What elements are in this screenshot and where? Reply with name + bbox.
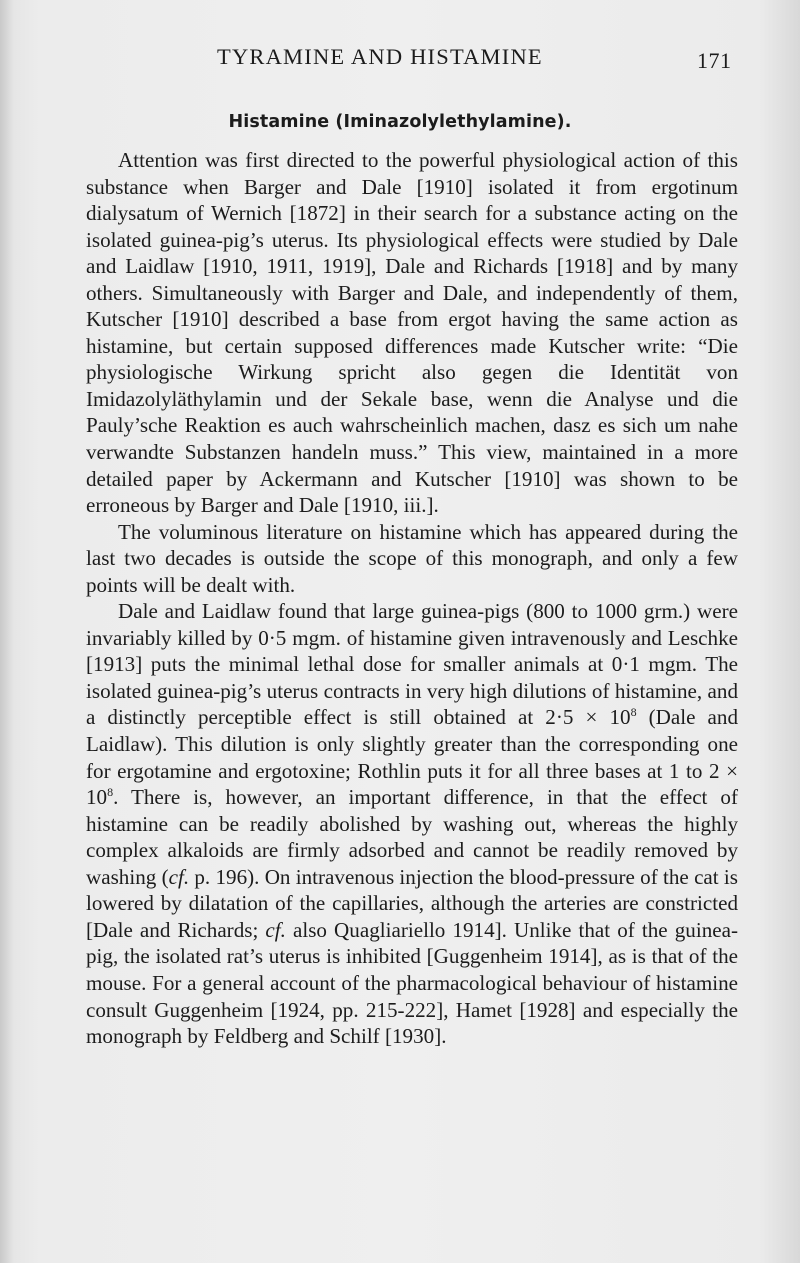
paragraph-1: Attention was first directed to the powerful physiological action of this substance when Barger and Dale [1910] isolated it from ergotinum dialysatum of Wernich [1872] in their search for a substance acting on the isolated guinea-pig’s uterus. Its physiological effects were studied by Dale and Laidlaw [1910, 1911, 1919], Dale and Richards [1918] and by many others. Simultaneously with Barger and Dale, and independently of them, Kutscher [1910] described a base from ergot having the same action as histamine, but certain supposed differences made Kutscher write: “Die physiologische Wirkung spricht also gegen die Identität von Imidazolyläthylamin und der Sekale base, wenn die Analyse und die Pauly’sche Reaktion es auch wahrscheinlich machen, dasz es sich um nahe verwandte Substanzen handeln muss.” This view, maintained in a more detailed paper by Ackermann and Kutscher [1910] was shown to be erroneous by Barger and Dale [1910, iii.]. <box>86 148 738 518</box>
paragraph-3-text: (Dale and Laidlaw). This dilution is only slightly greater than the corresponding one for ergotamine and ergotoxine; Rothlin puts it for all three bases at 1 to 2 × 10 <box>86 705 738 810</box>
section-heading: Histamine (Iminazolylethylamine). <box>228 112 572 132</box>
running-title: TYRAMINE AND HISTAMINE <box>217 44 543 69</box>
paragraph-3-text: . There is, however, an important difference, in that the effect of histamine can be readily abolished by washing out, whereas the highly complex alkaloids are firmly adsorbed and cannot be readily removed by washing ( <box>86 785 738 889</box>
exponent: 8 <box>630 705 637 720</box>
cf-abbreviation: cf. <box>265 917 286 942</box>
paragraph-2: The voluminous literature on histamine which has appeared during the last two decades is outside the scope of this monograph, and only a few points will be dealt with. <box>86 519 738 597</box>
paragraph-3-text: Dale and Laidlaw found that large guinea-pigs (800 to 1000 grm.) were invariably killed by 0·5 mgm. of histamine given intravenously and Leschke [1913] puts the minimal lethal dose for smaller animals at 0·1 mgm. The isolated guinea-pig’s uterus contracts in very high dilutions of histamine, and a distinctly perceptible effect is still obtained at 2·5 × 10 <box>86 599 738 730</box>
cf-abbreviation: cf. <box>168 864 190 889</box>
paragraph-3-text: p. 196). On intravenous injection the blood-pressure of the cat is lowered by dilatation of the capillaries, although the arteries are constricted [Dale and Richards; <box>86 864 739 942</box>
page-number: 171 <box>697 48 732 73</box>
page-header <box>0 44 800 80</box>
paragraph-3 <box>86 598 738 1049</box>
body-text <box>86 147 738 1050</box>
exponent: 8 <box>107 785 114 800</box>
paragraph-3-text: also Quagliariello 1914]. Unlike that of the guinea-pig, the isolated rat’s uterus is inhibited [Guggenheim 1914], as is that of the mouse. For a general account of the pharmacological behaviour of histamine consult Guggenheim [1924, pp. 215-222], Hamet [1928] and especially the monograph by Feldberg and Schilf [1930]. <box>86 917 738 1049</box>
